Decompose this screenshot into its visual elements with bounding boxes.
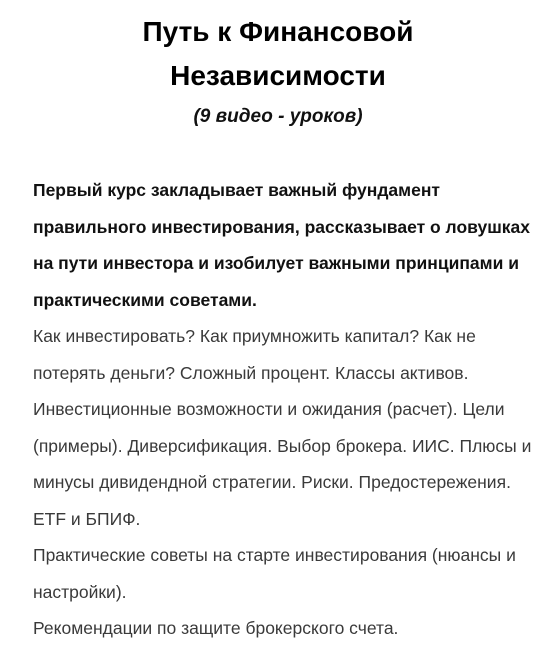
topics-paragraph: Как инвестировать? Как приумножить капитал? Как не потерять деньги? Сложный процент. Классы активов. Инвестиционные возможности и ожидания (расчет). Цели (примеры). Диверсификация. Выбор брокера. ИИС. Плюсы и минусы дивидендной стратегии. Риски. Предостережения. ETF и БПИФ. <box>33 326 532 529</box>
course-title <box>0 10 556 98</box>
course-description <box>33 172 543 647</box>
course-title-line-1: Путь к Финансовой <box>142 16 414 47</box>
course-title-line-2: Независимости <box>170 60 386 91</box>
course-subtitle: (9 видео - уроков) <box>193 106 363 127</box>
lead-paragraph: Первый курс закладывает важный фундамент правильного инвестирования, рассказывает о ловушках на пути инвестора и изобилует важными принципами и практическими советами. <box>33 180 530 310</box>
recommendations-paragraph: Рекомендации по защите брокерского счета. <box>33 618 399 638</box>
practical-tips-paragraph: Практические советы на старте инвестирования (нюансы и настройки). <box>33 545 516 602</box>
